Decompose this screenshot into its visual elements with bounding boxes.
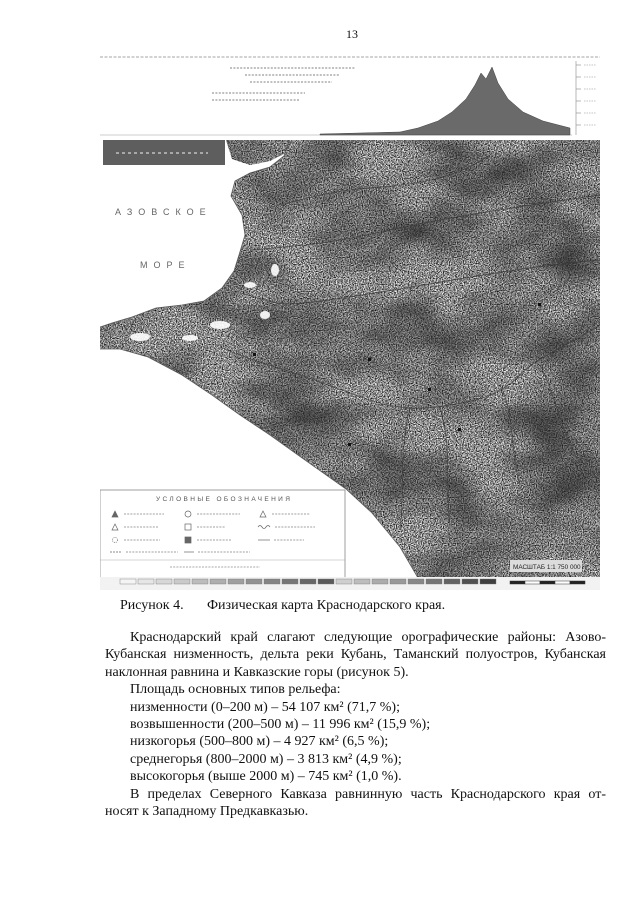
map-legend bbox=[100, 490, 345, 578]
profile-height-scale bbox=[576, 61, 596, 135]
figure-caption-label: Рисунок 4. bbox=[120, 598, 184, 613]
relief-list-item: среднегорья (800–2000 м) – 3 813 км² (4,9 %); bbox=[130, 751, 402, 767]
physical-map-figure bbox=[100, 55, 600, 590]
hypsometric-scale-cells bbox=[120, 579, 496, 584]
legend-title: УСЛОВНЫЕ ОБОЗНАЧЕНИЯ bbox=[156, 496, 293, 503]
page-number: 13 bbox=[346, 27, 358, 41]
map-scale-label: МАСШТАБ 1:1 750 000 bbox=[513, 564, 581, 571]
map-scale-bar bbox=[510, 581, 585, 584]
sea-label-bottom: МОРЕ bbox=[140, 260, 191, 270]
relief-list-item: низменности (0–200 м) – 54 107 км² (71,7 %); bbox=[130, 699, 400, 715]
paragraph-line: наклонная равнина и Кавказские горы (рисунок 5). bbox=[105, 664, 409, 680]
paragraph-line: Краснодарский край слагают следующие орографические районы: Азово- bbox=[130, 630, 606, 645]
relief-list-item: высокогорья (выше 2000 м) – 745 км² (1,0 %). bbox=[130, 769, 402, 785]
paragraph-line: В пределах Северного Кавказа равнинную часть Краснодарского края от- bbox=[130, 786, 606, 802]
paragraph-line: носят к Западному Предкавказью. bbox=[105, 803, 309, 819]
relief-intro: Площадь основных типов рельефа: bbox=[130, 682, 341, 698]
body-text bbox=[105, 629, 606, 820]
relief-list-item: низкогорья (500–800 м) – 4 927 км² (6,5 %); bbox=[130, 734, 389, 750]
sea-label-top: АЗОВСКОЕ bbox=[115, 207, 212, 217]
relief-list-item: возвышенности (200–500 м) – 11 996 км² (15,9 %); bbox=[130, 716, 431, 732]
legend-frame bbox=[100, 490, 345, 578]
paragraph-line: Кубанская низменность, дельта реки Кубань, Таманский полуостров, Кубанская bbox=[105, 647, 606, 663]
hypsometric-profile-silhouette bbox=[320, 67, 570, 135]
profile-title-marks bbox=[212, 68, 355, 100]
figure-caption bbox=[0, 597, 640, 615]
figure-caption-text: Физическая карта Краснодарского края. bbox=[207, 598, 446, 613]
